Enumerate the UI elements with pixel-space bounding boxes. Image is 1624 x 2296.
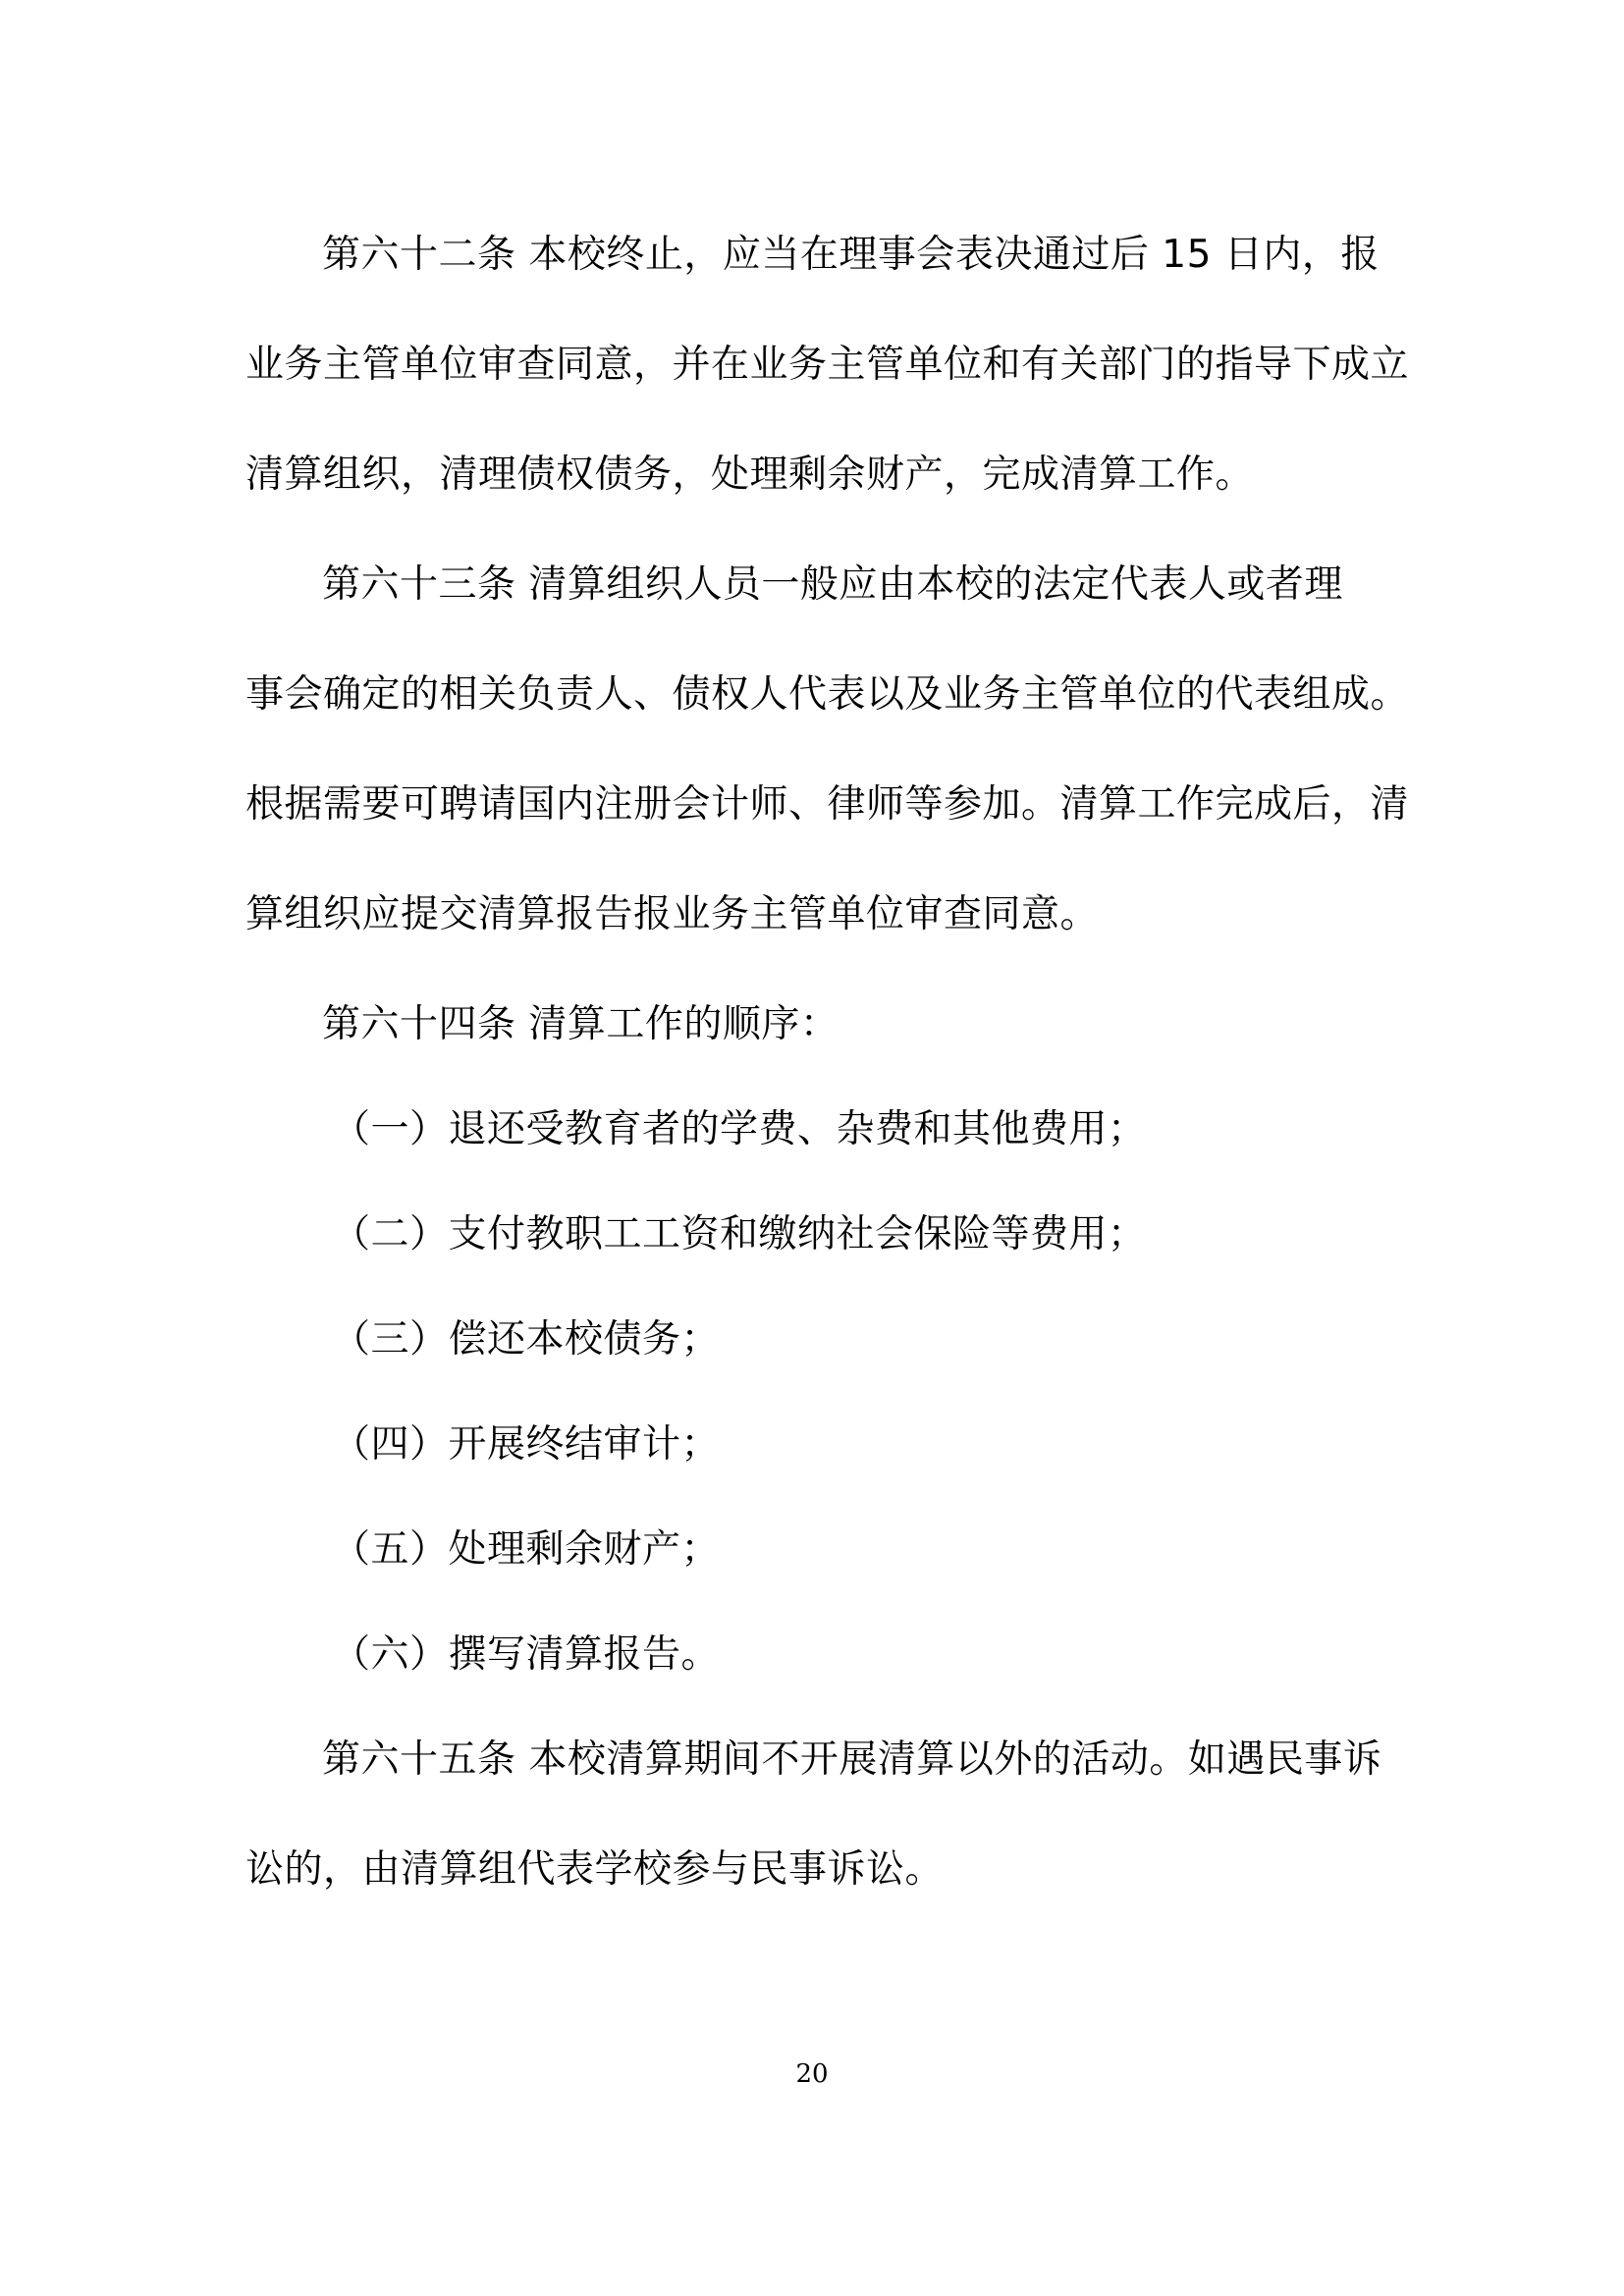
article-62-line-1: 第六十二条 本校终止，应当在理事会表决通过后 15 日内，报 xyxy=(322,233,1380,277)
article-62-line-2: 业务主管单位审查同意，并在业务主管单位和有关部门的指导下成立 xyxy=(245,343,1410,387)
article-63-line-1: 第六十三条 清算组织人员一般应由本校的法定代表人或者理 xyxy=(322,562,1343,607)
article-65-line-1: 第六十五条 本校清算期间不开展清算以外的活动。如遇民事诉 xyxy=(322,1737,1382,1782)
article-63-line-3: 根据需要可聘请国内注册会计师、律师等参加。清算工作完成后，清 xyxy=(245,782,1410,827)
article-64-item-1: （一）退还受教育者的学费、杂费和其他费用； xyxy=(332,1107,1147,1151)
article-64-item-5: （五）处理剩余财产； xyxy=(332,1527,721,1572)
article-64-item-3: （三）偿还本校债务； xyxy=(332,1317,721,1362)
article-64-item-4: （四）开展终结审计； xyxy=(332,1422,721,1467)
article-65-line-2: 讼的，由清算组代表学校参与民事诉讼。 xyxy=(245,1847,945,1892)
article-64-line-1: 第六十四条 清算工作的顺序： xyxy=(322,1002,839,1046)
article-62-line-3: 清算组织，清理债权债务，处理剩余财产，完成清算工作。 xyxy=(245,453,1255,497)
article-63-line-2: 事会确定的相关负责人、债权人代表以及业务主管单位的代表组成。 xyxy=(245,672,1410,717)
article-64-item-2: （二）支付教职工工资和缴纳社会保险等费用； xyxy=(332,1212,1147,1256)
article-64-item-6: （六）撰写清算报告。 xyxy=(332,1632,721,1677)
article-63-line-4: 算组织应提交清算报告报业务主管单位审查同意。 xyxy=(245,892,1100,936)
page-number: 20 xyxy=(795,2059,829,2089)
